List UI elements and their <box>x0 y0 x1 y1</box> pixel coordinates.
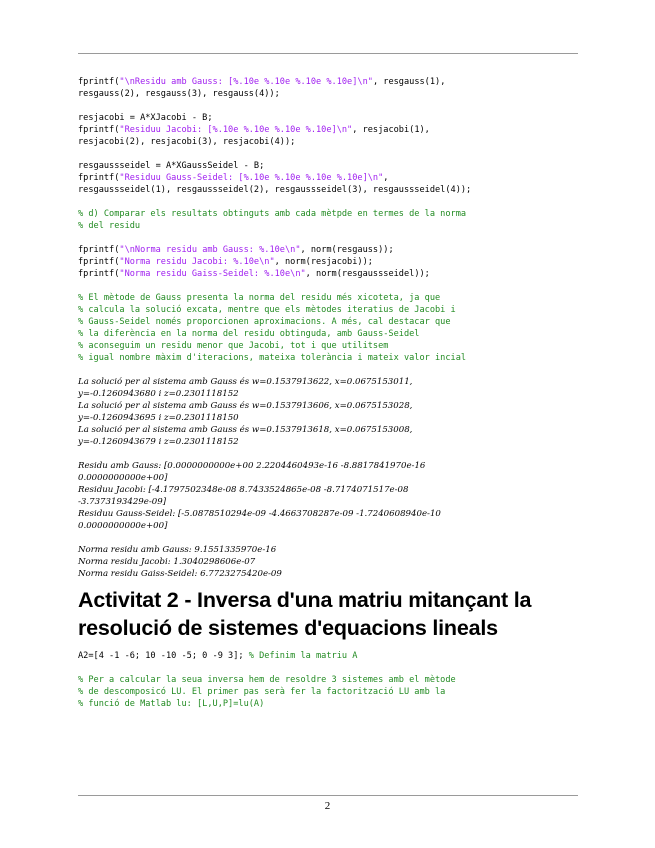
code-line: resgaussseidel = A*XGaussSeidel - B; <box>78 161 265 171</box>
output-line: y=-0.1260943680 i z=0.2301118152 <box>78 389 239 399</box>
comment-line: % Gauss-Seidel només proporcionen aproximacions. A més, cal destacar que <box>78 317 451 327</box>
code-line: fprintf("Norma residu Gaiss-Seidel: %.10e\n", norm(resgaussseidel)); <box>78 269 430 279</box>
code-line: resgaussseidel(1), resgaussseidel(2), resgaussseidel(3), resgaussseidel(4)); <box>78 185 472 195</box>
output-line: La solució per al sistema amb Gauss és w=0.1537913618, x=0.0675153008, <box>78 425 413 435</box>
comment-line: % del residu <box>78 221 141 231</box>
output-line: La solució per al sistema amb Gauss és w=0.1537913606, x=0.0675153028, <box>78 401 413 411</box>
comment-line: % d) Comparar els resultats obtinguts amb cada mètpde en termes de la norma <box>78 209 467 219</box>
output-line: Norma residu amb Gauss: 9.1551335970e-16 <box>78 545 277 555</box>
output-line: 0.0000000000e+00] <box>78 521 168 531</box>
output-line: Residu amb Gauss: [0.0000000000e+00 2.2204460493e-16 -8.8817841970e-16 <box>78 461 426 471</box>
comment-line: % Per a calcular la seua inversa hem de resoldre 3 sistemes amb el mètode <box>78 675 456 685</box>
comment-line: % igual nombre màxim d'iteracions, mateixa tolerància i mateix valor incial <box>78 353 467 363</box>
output-line: y=-0.1260943679 i z=0.2301118152 <box>78 437 239 447</box>
output-line: Norma residu Jacobi: 1.3040298606e-07 <box>78 557 256 567</box>
code-line: fprintf("Residuu Jacobi: [%.10e %.10e %.10e %.10e]\n", resjacobi(1), <box>78 125 430 135</box>
comment-line: % calcula la solució excata, mentre que els mètodes iteratius de Jacobi i <box>78 305 456 315</box>
code-line: fprintf("Norma residu Jacobi: %.10e\n", norm(resjacobi)); <box>78 257 373 267</box>
code-line: resgauss(2), resgauss(3), resgauss(4)); <box>78 89 280 99</box>
code-line: fprintf("\nNorma residu amb Gauss: %.10e\n", norm(resgauss)); <box>78 245 394 255</box>
output-line: Residuu Jacobi: [-4.1797502348e-08 8.7433524865e-08 -8.7174071517e-08 <box>78 485 409 495</box>
comment-line: % El mètode de Gauss presenta la norma del residu més xicoteta, ja que <box>78 293 441 303</box>
header-rule <box>78 53 578 54</box>
code-line: fprintf("\nResidu amb Gauss: [%.10e %.10e %.10e %.10e]\n", resgauss(1), <box>78 77 446 87</box>
output-line: Residuu Gauss-Seidel: [-5.0878510294e-09 -4.4663708287e-09 -1.7240608940e-10 <box>78 509 441 519</box>
comment-line: % la diferència en la norma del residu obtinguda, amb Gauss-Seidel <box>78 329 420 339</box>
page-content <box>78 76 578 710</box>
output-line: -3.7373193429e-09] <box>78 497 167 507</box>
footer-rule <box>78 795 578 796</box>
output-line: Norma residu Gaiss-Seidel: 6.7723275420e-09 <box>78 569 282 579</box>
code-line: resjacobi(2), resjacobi(3), resjacobi(4)); <box>78 137 296 147</box>
output-line: 0.0000000000e+00] <box>78 473 168 483</box>
code-line: fprintf("Residuu Gauss-Seidel: [%.10e %.10e %.10e %.10e]\n", <box>78 173 389 183</box>
comment-line: % aconseguim un residu menor que Jacobi, tot i que utilitsem <box>78 341 389 351</box>
page-number: 2 <box>324 800 331 812</box>
output-line: y=-0.1260943695 i z=0.2301118150 <box>78 413 239 423</box>
section-heading: Activitat 2 - Inversa d'una matriu mitançant la resolució de sistemes d'equacions lineals <box>78 588 532 640</box>
code-line: resjacobi = A*XJacobi - B; <box>78 113 213 123</box>
comment-line: % funció de Matlab lu: [L,U,P]=lu(A) <box>78 699 265 709</box>
comment-line: % de descomposicó LU. El primer pas serà fer la factorització LU amb la <box>78 687 446 697</box>
output-line: La solució per al sistema amb Gauss és w=0.1537913622, x=0.0675153011, <box>78 377 413 387</box>
code-line: A2=[4 -1 -6; 10 -10 -5; 0 -9 3]; % Definim la matriu A <box>78 651 358 661</box>
